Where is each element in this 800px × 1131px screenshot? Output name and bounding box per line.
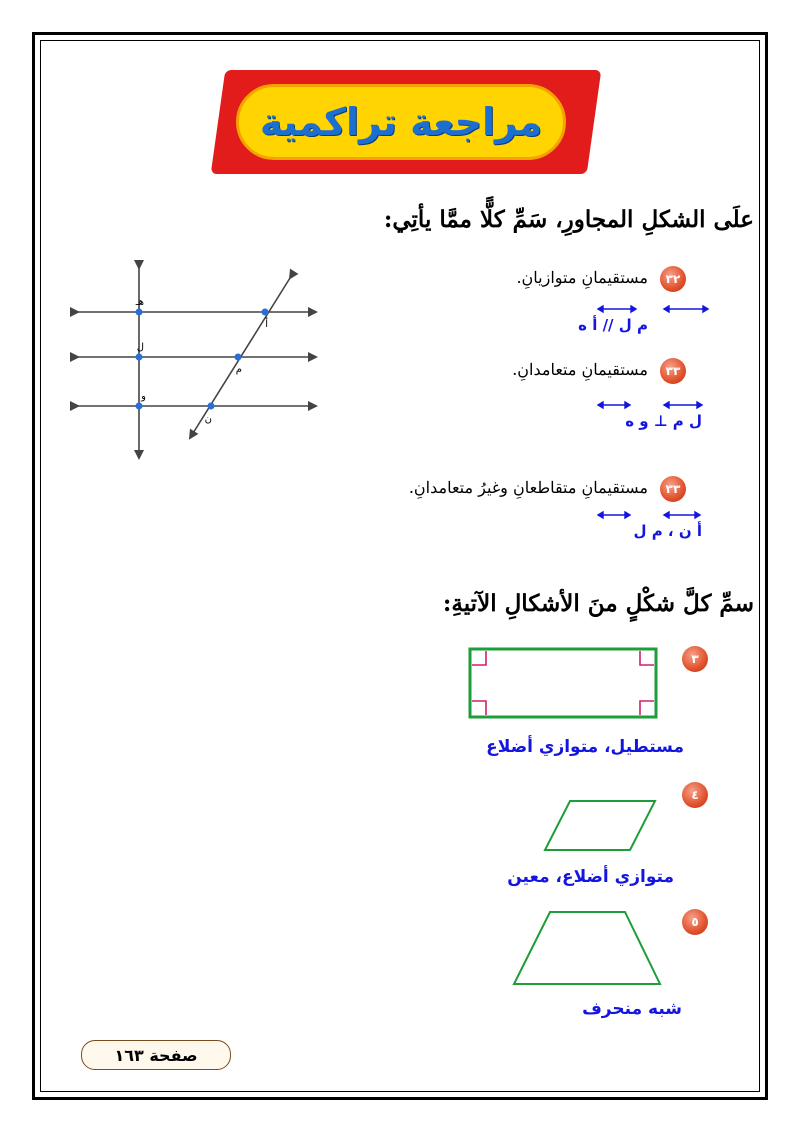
section1-heading: علَى الشكلِ المجاورِ، سَمِّ كلًّا ممَّا يأتِي:: [383, 206, 754, 233]
question-number-badge: ٣٣: [660, 476, 686, 502]
answer-perpendicular-lines: ل م ⊥ و ه: [625, 412, 702, 430]
label-n: ن: [204, 414, 212, 425]
question-text: مستقيمانِ متعامدانِ.: [512, 360, 648, 379]
section2-heading: سمِّ كلَّ شكْلٍ منَ الأشكالِ الآتيةِ:: [442, 590, 754, 617]
page-number: صفحة ١٦٣: [81, 1040, 231, 1070]
shape-number-badge: ٥: [682, 909, 708, 935]
shape-answer: مستطيل، متوازي أضلاع: [486, 737, 684, 757]
answer-intersecting-lines: أ ن ، م ل: [633, 522, 702, 540]
shape-number-badge: ٤: [682, 782, 708, 808]
question-text: مستقيمانِ متقاطعانِ وغيرُ متعامدانِ.: [408, 478, 648, 497]
page-title: مراجعة تراكمية: [259, 100, 543, 144]
label-h: هـ: [135, 297, 144, 308]
question-number-badge: ٣٣: [660, 358, 686, 384]
shape-answer: متوازي أضلاع، معين: [507, 867, 674, 887]
shape-answer: شبه منحرف: [582, 999, 682, 1019]
question-number-badge: ٣٢: [660, 266, 686, 292]
label-w: و: [141, 391, 146, 402]
shape-number-badge: ٣: [682, 646, 708, 672]
label-m: م: [235, 364, 242, 375]
label-l: ل: [136, 342, 144, 353]
label-a: أ: [265, 319, 268, 330]
answer-parallel-lines: م ل // أ ه: [578, 316, 648, 334]
question-text: مستقيمانِ متوازيانِ.: [516, 268, 648, 287]
